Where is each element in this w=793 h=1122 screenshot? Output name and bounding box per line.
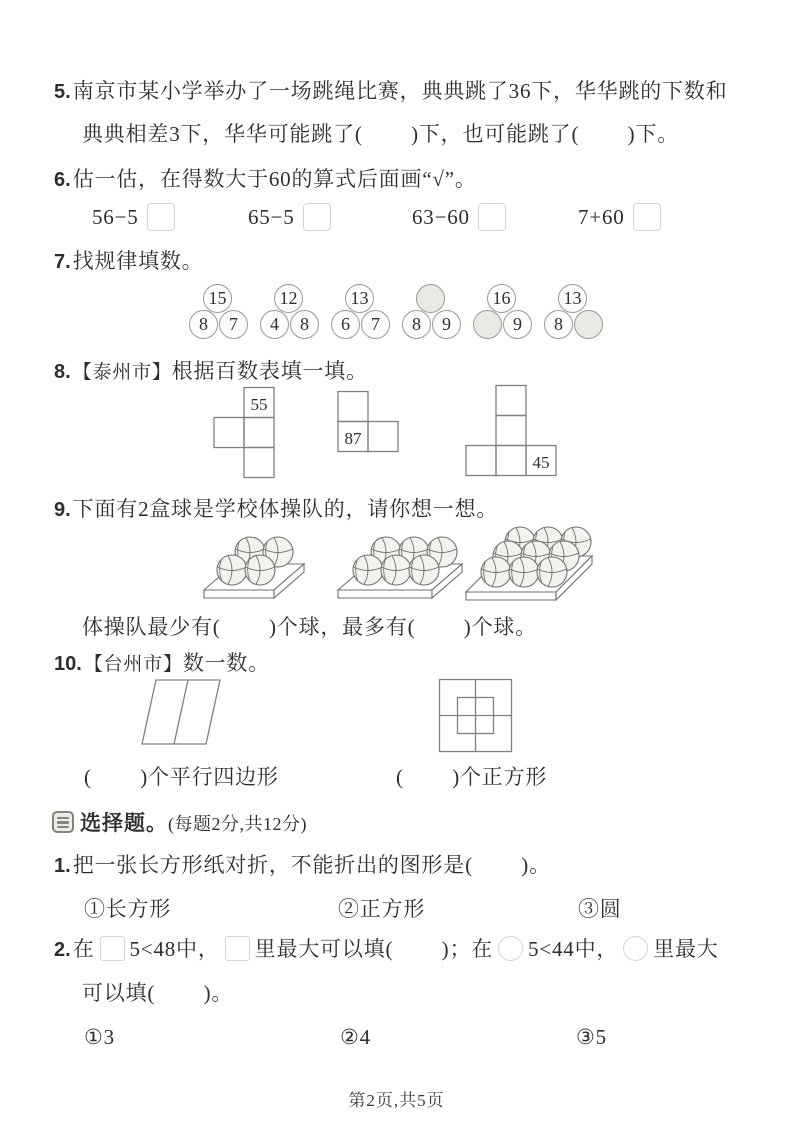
circle-top: 13	[345, 284, 374, 313]
q2-part: 里最大可以填( )；在	[254, 937, 494, 961]
circle-group-6	[541, 284, 605, 342]
q9-header	[54, 496, 498, 523]
q10-header	[54, 650, 270, 677]
section-score-note: (每题2分,共12分)	[168, 814, 307, 834]
q6-number: 6.	[54, 169, 71, 191]
shape2-value: 87	[344, 429, 362, 448]
q10-answer-right-text: ( )个正方形	[396, 765, 548, 789]
q10-answer-left	[84, 764, 279, 790]
q7-title: 找规律填数。	[72, 249, 204, 273]
q8-title: 根据百数表填一填。	[171, 359, 368, 383]
choice-q1-option-2	[338, 896, 425, 922]
choice-q1-number: 1.	[54, 855, 71, 877]
q2-part: 在	[72, 937, 95, 961]
q5-line1	[54, 78, 728, 105]
q8-city-tag: 【泰州市】	[72, 362, 172, 383]
page-number-footer	[0, 1086, 793, 1111]
square-figure	[436, 676, 516, 756]
page-number-text: 第2页,共5页	[348, 1091, 445, 1110]
option-text: ②4	[340, 1025, 371, 1049]
blank-circle-1	[498, 936, 523, 961]
q10-city-tag: 【台州市】	[83, 654, 183, 675]
circle-group-2	[257, 284, 321, 342]
circle-right: 7	[219, 310, 248, 339]
parallelogram-figure	[142, 678, 226, 748]
circle-top-blank	[416, 284, 445, 313]
blank-circle-2	[623, 936, 648, 961]
circle-top: 13	[558, 284, 587, 313]
q8-number: 8.	[54, 361, 71, 383]
q6-answer-box-4	[633, 203, 661, 231]
q9-number: 9.	[54, 499, 71, 521]
circle-group-4	[399, 284, 463, 342]
q9-title: 下面有2盒球是学校体操队的，请你想一想。	[72, 497, 499, 521]
ball-tray-4-balls	[196, 528, 314, 612]
q6-expression-2	[248, 203, 331, 231]
circle-right-blank	[574, 310, 603, 339]
hundred-chart-shape-1	[212, 386, 276, 480]
q6-answer-box-3	[478, 203, 506, 231]
circle-top: 12	[274, 284, 303, 313]
q5-number: 5.	[54, 81, 71, 103]
shape3-value: 45	[532, 453, 550, 472]
choice-q2-option-2	[340, 1024, 371, 1050]
choice-q2-line1	[54, 936, 719, 963]
blank-square-2	[225, 936, 250, 961]
circle-left: 8	[402, 310, 431, 339]
q2-line2-text: 可以填( )。	[82, 981, 234, 1005]
q7-number: 7.	[54, 251, 71, 273]
circle-group-5	[470, 284, 534, 342]
choice-q1-option-1	[84, 896, 171, 922]
q9-answer-text: 体操队最少有( )个球，最多有( )个球。	[82, 615, 537, 639]
choice-q2-line2	[82, 980, 233, 1006]
circle-right: 8	[290, 310, 319, 339]
hundred-chart-shape-2	[336, 390, 400, 454]
circle-top: 16	[487, 284, 516, 313]
q10-title: 数一数。	[182, 651, 271, 675]
choice-q1-option-3	[578, 896, 622, 922]
q8-header	[54, 358, 368, 385]
circle-left: 8	[544, 310, 573, 339]
ball-tray-6-balls	[330, 528, 472, 612]
q2-part: 5<44中，	[528, 937, 619, 961]
ball-tray-9-balls	[458, 522, 604, 614]
circle-left-blank	[473, 310, 502, 339]
choice-q2-number: 2.	[54, 939, 71, 961]
circle-right: 7	[361, 310, 390, 339]
q6-expr-text-4: 7+60	[578, 205, 625, 229]
section-title: 选择题。	[80, 812, 168, 835]
q2-part: 里最大	[653, 937, 719, 961]
q6-expression-3	[412, 203, 506, 231]
q10-number: 10.	[54, 653, 82, 675]
q5-line2	[82, 121, 679, 147]
choice-q1-text: 把一张长方形纸对折，不能折出的图形是( )。	[72, 853, 551, 877]
circle-right: 9	[503, 310, 532, 339]
option-text: ②正方形	[338, 897, 426, 921]
circle-left: 8	[189, 310, 218, 339]
q10-answer-left-text: ( )个平行四边形	[84, 765, 279, 789]
q7-header	[54, 248, 204, 275]
q6-answer-box-1	[147, 203, 175, 231]
q2-part: 5<48中，	[129, 937, 220, 961]
option-text: ③5	[576, 1025, 607, 1049]
q10-answer-right	[396, 764, 547, 790]
option-text: ③圆	[578, 897, 622, 921]
q6-answer-box-2	[303, 203, 331, 231]
q6-expression-1	[92, 203, 175, 231]
circle-left: 6	[331, 310, 360, 339]
choice-q2-option-1	[84, 1024, 115, 1050]
choice-q2-option-3	[576, 1024, 607, 1050]
choice-q1-line	[54, 852, 551, 879]
q6-title: 估一估，在得数大于60的算式后面画“√”。	[72, 167, 477, 191]
q6-expr-text-3: 63−60	[412, 205, 470, 229]
blank-square-1	[100, 936, 125, 961]
q7-circle-groups	[186, 284, 605, 342]
list-icon	[52, 811, 74, 833]
q9-answer-line	[82, 614, 537, 640]
circle-right: 9	[432, 310, 461, 339]
circle-group-3	[328, 284, 392, 342]
circle-group-1	[186, 284, 250, 342]
hundred-chart-shape-3	[464, 384, 558, 478]
option-text: ①3	[84, 1025, 115, 1049]
q5-text2: 典典相差3下，华华可能跳了( )下，也可能跳了( )下。	[82, 122, 680, 146]
option-text: ①长方形	[84, 897, 172, 921]
q6-expression-4	[578, 203, 661, 231]
circle-left: 4	[260, 310, 289, 339]
q6-expr-text-1: 56−5	[92, 205, 139, 229]
shape1-value: 55	[250, 395, 268, 414]
q6-header	[54, 166, 477, 193]
q6-expr-text-2: 65−5	[248, 205, 295, 229]
q5-text1: 南京市某小学举办了一场跳绳比赛，典典跳了36下，华华跳的下数和	[72, 79, 728, 103]
choice-section-header	[80, 810, 307, 837]
circle-top: 15	[203, 284, 232, 313]
